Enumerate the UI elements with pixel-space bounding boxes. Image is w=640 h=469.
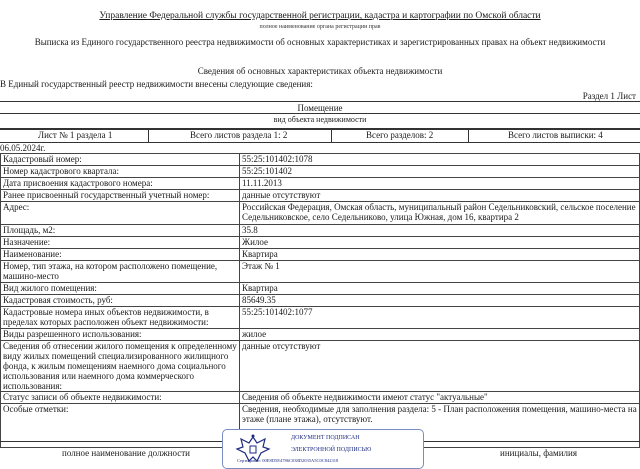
authority-name: Управление Федеральной службы государственной регистрации, кадастра и картографии по Омской области bbox=[99, 11, 541, 21]
e-signature-stamp bbox=[222, 429, 424, 469]
row-value: 85649.35 bbox=[240, 295, 640, 307]
stamp-line1: ДОКУМЕНТ ПОДПИСАН bbox=[291, 435, 360, 441]
table-row bbox=[1, 202, 640, 225]
table-row bbox=[1, 261, 640, 283]
row-value: 55:25:101402:1077 bbox=[240, 307, 640, 329]
row-label: Вид жилого помещения: bbox=[1, 283, 240, 295]
stamp-line2: ЭЛЕКТРОННОЙ ПОДПИСЬЮ bbox=[291, 447, 372, 453]
footer-name-label: инициалы, фамилия bbox=[500, 448, 577, 458]
row-value: данные отсутствуют bbox=[240, 341, 640, 392]
row-label: Ранее присвоенный государственный учетный номер: bbox=[1, 190, 240, 202]
table-row bbox=[1, 295, 640, 307]
footer-position-label: полное наименование должности bbox=[62, 448, 190, 458]
row-label: Статус записи об объекте недвижимости: bbox=[1, 392, 240, 404]
row-value: Квартира bbox=[240, 249, 640, 261]
table-row bbox=[1, 154, 640, 166]
table-row bbox=[1, 283, 640, 295]
row-label: Номер, тип этажа, на котором расположено помещение, машино-место bbox=[1, 261, 240, 283]
table-row bbox=[1, 166, 640, 178]
row-value: Жилое bbox=[240, 237, 640, 249]
row-value: Квартира bbox=[240, 283, 640, 295]
table-row bbox=[1, 249, 640, 261]
row-value: жилое bbox=[240, 329, 640, 341]
table-row bbox=[1, 341, 640, 392]
row-label: Назначение: bbox=[1, 237, 240, 249]
row-value: 55:25:101402 bbox=[240, 166, 640, 178]
row-label: Кадастровые номера иных объектов недвижимости, в пределах которых расположен объект недвижимости: bbox=[1, 307, 240, 329]
object-subtitle-cell bbox=[0, 113, 640, 129]
document-title: Выписка из Единого государственного реестра недвижимости об основных характеристиках и зарегистрированных правах на объект недвижимости bbox=[34, 37, 606, 47]
row-label: Наименование: bbox=[1, 249, 240, 261]
row-label: Сведения об отнесении жилого помещения к определенному виду жилых помещений специализированного жилищного фонда, к жилым помещениям наемного дома социального использования или наемного дома коммерческого использования: bbox=[1, 341, 240, 392]
sheet-info-row bbox=[0, 129, 640, 143]
row-value: данные отсутствуют bbox=[240, 190, 640, 202]
row-label: Адрес: bbox=[1, 202, 240, 225]
row-label: Особые отметки: bbox=[1, 404, 240, 448]
row-value: 55:25:101402:1078 bbox=[240, 154, 640, 166]
table-row bbox=[1, 237, 640, 249]
table-row bbox=[1, 225, 640, 237]
row-value: Сведения, необходимые для заполнения раздела: 5 - План расположения помещения, машино-места на этаже (плане этажа), отсутствуют. bbox=[240, 404, 640, 448]
table-row bbox=[1, 307, 640, 329]
row-value: 35.8 bbox=[240, 225, 640, 237]
object-subtitle: вид объекта недвижимости bbox=[273, 115, 367, 124]
row-label: Кадастровый номер: bbox=[1, 154, 240, 166]
razdel-label: Раздел 1 Лист bbox=[582, 91, 636, 101]
sheet-number: Лист № 1 раздела 1 bbox=[38, 130, 113, 140]
table-row bbox=[1, 392, 640, 404]
object-type: Помещение bbox=[297, 103, 343, 113]
row-label: Кадастровая стоимость, руб: bbox=[1, 295, 240, 307]
row-label: Площадь, м2: bbox=[1, 225, 240, 237]
table-row bbox=[1, 190, 640, 202]
issue-date: 06.05.2024г. bbox=[0, 143, 46, 153]
intro-text: В Единый государственный реестр недвижимости внесены следующие сведения: bbox=[0, 79, 313, 89]
row-label: Дата присвоения кадастрового номера: bbox=[1, 178, 240, 190]
table-row bbox=[1, 178, 640, 190]
row-value: Сведения об объекте недвижимости имеют статус "актуальные" bbox=[240, 392, 640, 404]
authority-subtitle: полное наименование органа регистрации прав bbox=[259, 24, 381, 30]
row-value: 11.11.2013 bbox=[240, 178, 640, 190]
section-title: Сведения об основных характеристиках объекта недвижимости bbox=[197, 66, 443, 76]
row-value: Этаж № 1 bbox=[240, 261, 640, 283]
row-value: Российская Федерация, Омская область, муниципальный район Седельниковский, сельское поселение Седельниковское, село Седельниково, улица Южная, дом 16, квартира 2 bbox=[240, 202, 640, 225]
sheet-total-sections: Всего разделов: 2 bbox=[366, 130, 434, 140]
properties-table bbox=[0, 153, 640, 448]
table-row bbox=[1, 329, 640, 341]
stamp-certificate: Сертификат: 00E8D5E4786C038D2035A5C0C842318 bbox=[237, 458, 339, 463]
sheet-total-section: Всего листов раздела 1: 2 bbox=[190, 130, 288, 140]
row-label: Номер кадастрового квартала: bbox=[1, 166, 240, 178]
row-label: Виды разрешенного использования: bbox=[1, 329, 240, 341]
sheet-total-extract: Всего листов выписки: 4 bbox=[508, 130, 603, 140]
